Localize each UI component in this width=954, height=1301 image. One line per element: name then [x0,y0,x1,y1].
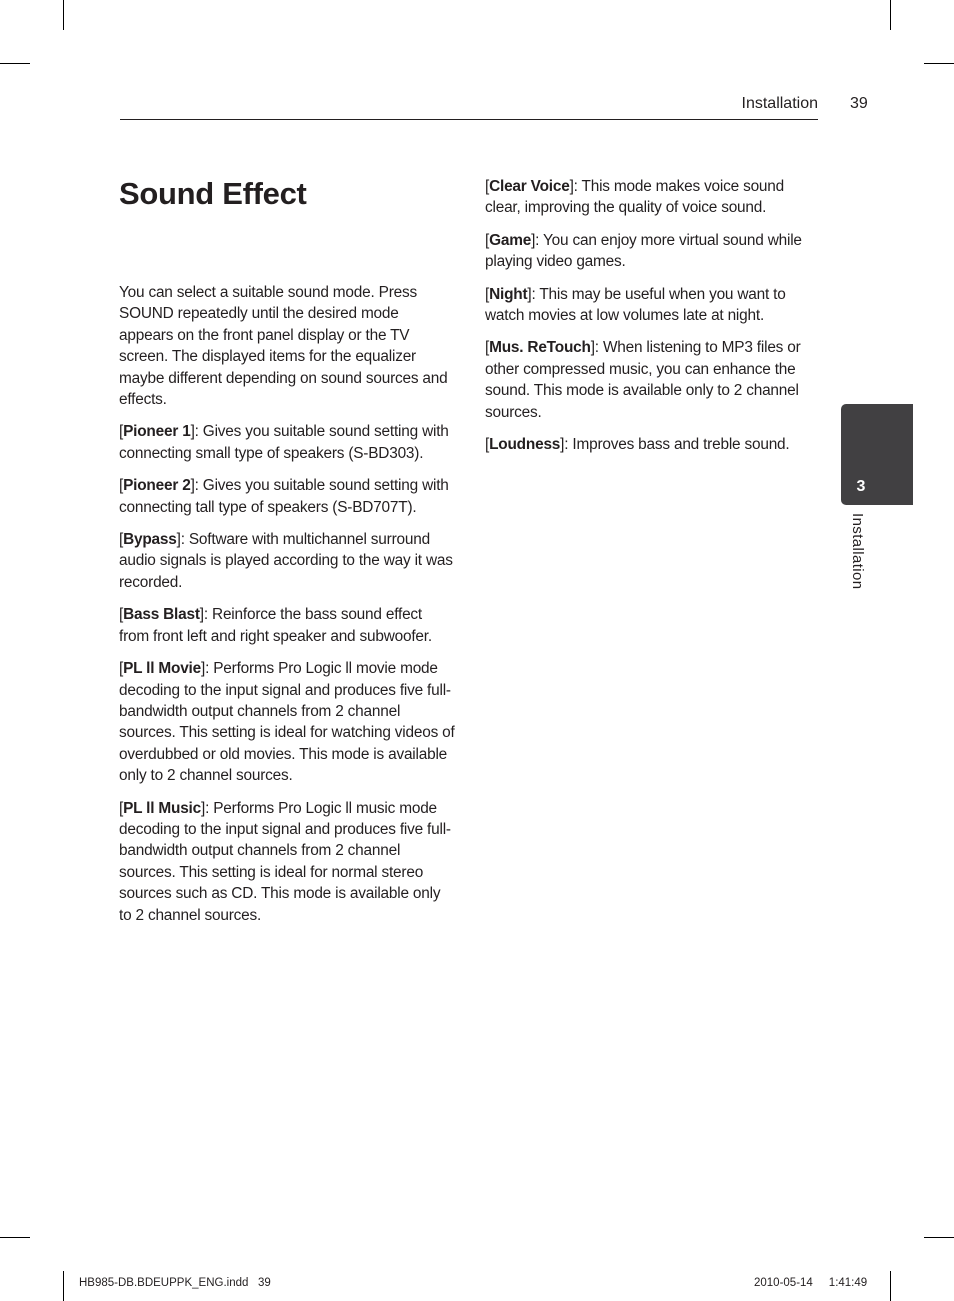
sound-mode-description: : This mode makes voice sound clear, improving the quality of voice sound. [485,178,785,217]
sound-mode-item: [Bass Blast]: Reinforce the bass sound effect from front left and right speaker and subwoofer. [119,606,432,645]
sound-mode-description: : When listening to MP3 files or other compressed music, you can enhance the sound. This mode is available only to 2 channel sources. [485,339,801,421]
crop-mark-top-left-horizontal [0,63,30,64]
sound-mode-description: : Reinforce the bass sound effect from front left and right speaker and subwoofer. [119,606,432,645]
sound-mode-description: : Performs Pro Logic ll movie mode decoding to the input signal and produces five full-bandwidth output channels from 2 channel sources. This setting is ideal for watching videos of overdubbed or old movies. This mode is available only to 2 channel sources. [119,660,455,785]
sound-mode-item: [Clear Voice]: This mode makes voice sound clear, improving the quality of voice sound. [485,178,785,217]
running-header-section: Installation [741,95,818,112]
right-column [485,176,821,466]
header-rule [120,119,818,120]
intro-paragraph: You can select a suitable sound mode. Press SOUND repeatedly until the desired mode appears on the front panel display or the TV screen. The displayed items for the equalizer maybe different depending on sound sources and effects. [119,284,448,409]
chapter-label: Installation [849,513,866,590]
crop-mark-bottom-left-vertical [63,1271,64,1301]
sound-mode-name: Bass Blast [123,606,200,624]
sound-mode-item: [Loudness]: Improves bass and treble sound. [485,436,790,454]
sound-mode-name: Pioneer 2 [123,477,191,495]
sound-mode-description: : Improves bass and treble sound. [564,436,790,454]
sound-mode-name: PL ll Music [123,799,201,817]
sound-mode-description: : This may be useful when you want to watch movies at low volumes late at night. [485,285,786,325]
crop-mark-bottom-right-vertical [890,1271,891,1301]
crop-mark-bottom-left-horizontal [0,1237,30,1238]
page-number: 39 [850,95,868,112]
sound-mode-name: Pioneer 1 [123,423,191,441]
sound-mode-name: Clear Voice [489,178,570,195]
sound-mode-item: [PL ll Movie]: Performs Pro Logic ll movie mode decoding to the input signal and produces five full-bandwidth output channels from 2 channel sources. This setting is ideal for watching videos of overdubbed or old movies. This mode is available only to 2 channel sources. [119,660,455,785]
sound-mode-name: Game [489,231,532,249]
sound-mode-name: Night [489,285,528,303]
sound-mode-item: [Bypass]: Software with multichannel surround audio signals is played according to the way it was recorded. [119,531,453,591]
sound-mode-description: : You can enjoy more virtual sound while playing video games. [485,231,802,271]
sound-mode-name: Loudness [489,436,561,454]
sound-mode-item: [Pioneer 1]: Gives you suitable sound setting with connecting small type of speakers (S-BD303). [119,423,449,462]
sound-mode-item: [Mus. ReTouch]: When listening to MP3 files or other compressed music, you can enhance the sound. This mode is available only to 2 channel sources. [485,339,801,421]
footer-datetime: 2010-05-14 1:41:49 [754,1277,868,1289]
sound-mode-name: Bypass [123,531,177,549]
sound-mode-name: PL ll Movie [123,660,201,678]
sound-mode-description: : Gives you suitable sound setting with connecting tall type of speakers (S-BD707T). [119,477,449,516]
sound-mode-name: Mus. ReTouch [489,339,591,357]
crop-mark-top-left-vertical [63,0,64,30]
sound-mode-item: [Night]: This may be useful when you want to watch movies at low volumes late at night. [485,285,786,325]
crop-mark-top-right-horizontal [924,63,954,64]
crop-mark-bottom-right-horizontal [924,1237,954,1238]
sound-mode-description: : Performs Pro Logic ll music mode decoding to the input signal and produces five full-bandwidth output channels from 2 channel sources. This setting is ideal for normal stereo sources such as CD. This mode is available only to 2 channel sources. [119,799,451,924]
left-column [119,282,455,937]
sound-mode-description: : Software with multichannel surround audio signals is played according to the way it was recorded. [119,531,453,591]
footer-file-name: HB985-DB.BDEUPPK_ENG.indd 39 [79,1277,271,1289]
sound-mode-item: [Pioneer 2]: Gives you suitable sound setting with connecting tall type of speakers (S-BD707T). [119,477,449,516]
page-title: Sound Effect [119,176,307,211]
sound-mode-item: [PL ll Music]: Performs Pro Logic ll music mode decoding to the input signal and produces five full-bandwidth output channels from 2 channel sources. This setting is ideal for normal stereo sources such as CD. This mode is available only to 2 channel sources. [119,799,451,924]
chapter-number: 3 [856,478,866,495]
crop-mark-top-right-vertical [890,0,891,30]
sound-mode-item: [Game]: You can enjoy more virtual sound while playing video games. [485,231,802,271]
sound-mode-description: : Gives you suitable sound setting with connecting small type of speakers (S-BD303). [119,423,449,462]
